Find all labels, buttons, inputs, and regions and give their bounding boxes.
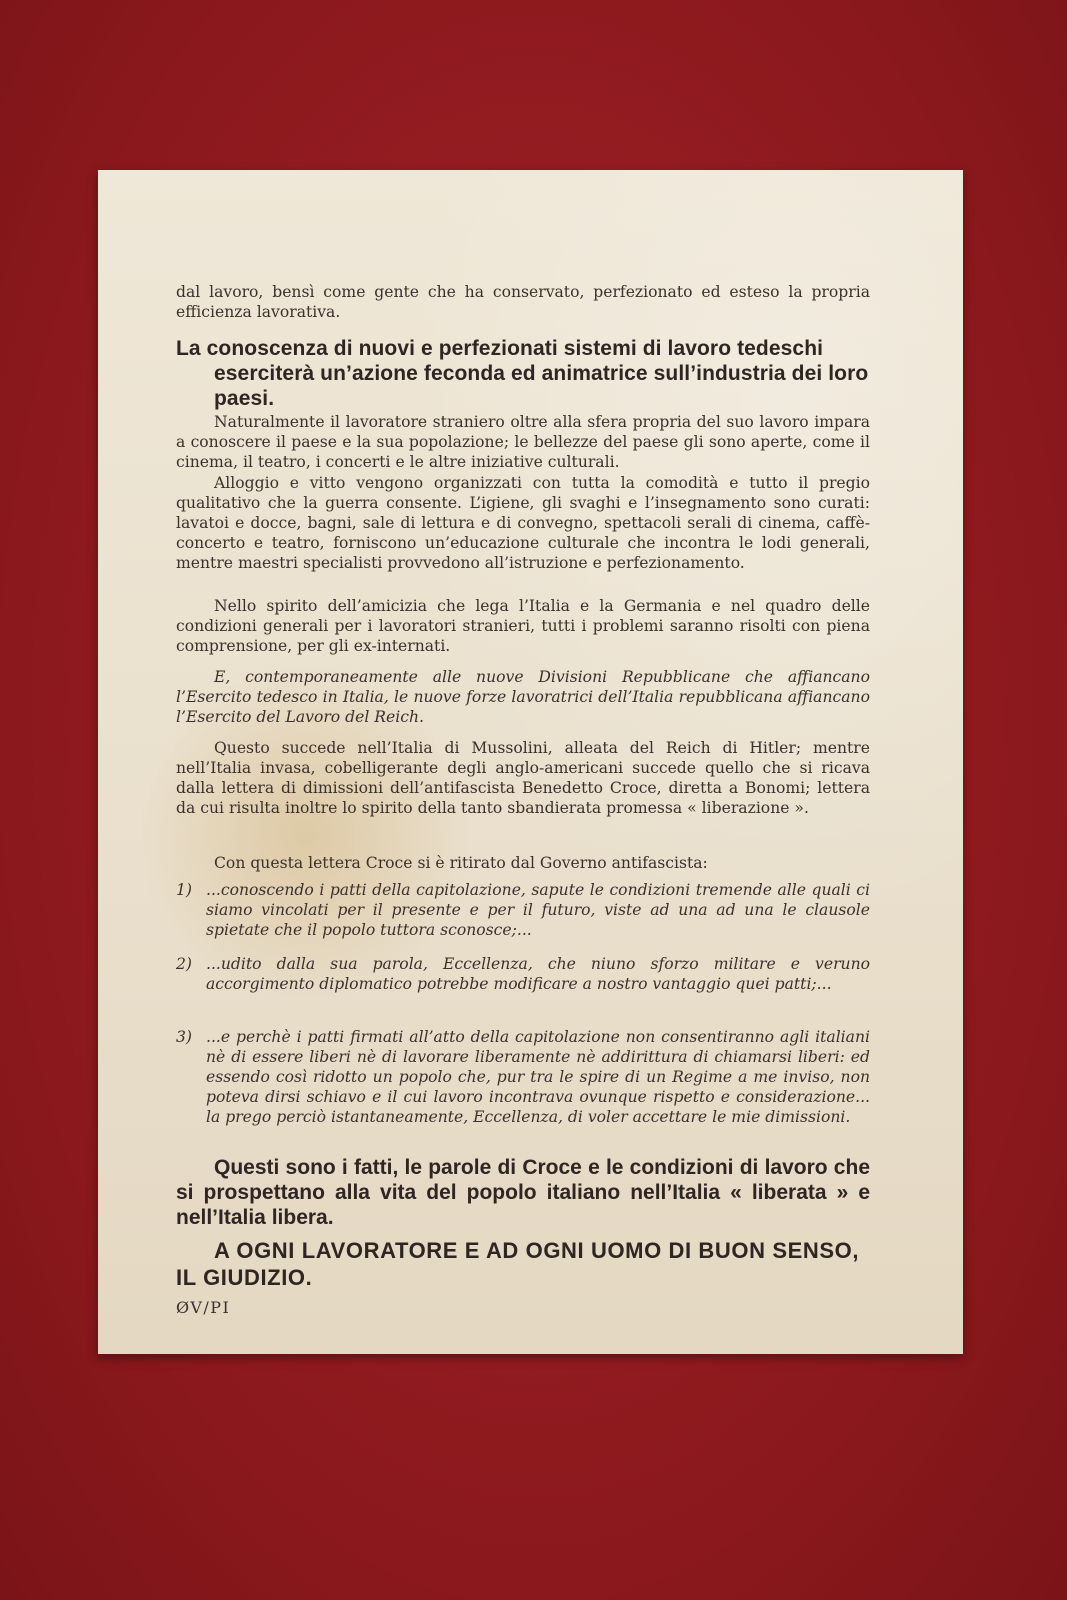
paragraph-2: Alloggio e vitto vengono organizzati con tutta la comodità e tutto il pregio qualitativo che la guerra consente. L’igiene, gli svaghi e l’insegnamento sono curati: lavatoi e docce, bagni, sale di lettura e di convegno, spettacoli serali di cinema, caffè-concerto e teatro, forniscono un’educazione culturale che incontra le lodi generali, mentre maestri specialisti provvedono all’istruzione e perfezionamento. xyxy=(176,474,870,572)
paragraph-5: Con questa lettera Croce si è ritirato dal Governo antifascista: xyxy=(214,854,708,872)
leaflet-page xyxy=(98,170,963,1354)
headline-3: A OGNI LAVORATORE E AD OGNI UOMO DI BUON SENSO, IL GIUDIZIO. xyxy=(176,1238,860,1290)
intro-paragraph: dal lavoro, bensì come gente che ha conservato, perfezionato ed esteso la propria efficienza lavorativa. xyxy=(176,283,870,321)
headline-2: Questi sono i fatti, le parole di Croce e le condizioni di lavoro che si prospettano alla vita del popolo italiano nell’Italia « liberata » e nell’Italia libera. xyxy=(176,1156,870,1229)
quote-text: ...conoscendo i patti della capitolazione, sapute le condizioni tremende alle quali ci siamo vincolati per il presente e per il futuro, viste ad una ad una le clausole spietate che il popolo tuttora sconosce;... xyxy=(206,881,870,939)
headline-1-rest: eserciterà un’azione feconda ed animatrice sull’industria dei loro paesi. xyxy=(214,362,869,410)
quote-number: 2) xyxy=(176,955,193,973)
quote-text: ...e perchè i patti firmati all’atto della capitolazione non consentiranno agli italiani nè di essere liberi nè di lavorare liberamente nè addirittura di chiamarsi liberi: ed essendo così ridotto un popolo che, pur tra le spire di un Regime a me inviso, non poteva dirsi schiavo e il cui lavoro incontrava ovunque rispetto e considerazione... la prego perciò istantaneamente, Eccellenza, di voler accettare le mie dimissioni. xyxy=(206,1028,870,1126)
quote-number: 3) xyxy=(176,1028,193,1046)
headline-1 xyxy=(176,336,870,411)
quote-item-3 xyxy=(176,1027,870,1127)
quote-number: 1) xyxy=(176,881,193,899)
italic-paragraph: E, contemporaneamente alle nuove Divisioni Repubblicane che affiancano l’Esercito tedesco in Italia, le nuove forze lavoratrici dell’Italia repubblicana affiancano l’Esercito del Lavoro del Reich. xyxy=(176,668,870,726)
quote-item-1 xyxy=(176,880,870,940)
paragraph-3: Nello spirito dell’amicizia che lega l’Italia e la Germania e nel quadro delle condizioni generali per i lavoratori stranieri, tutti i problemi saranno risolti con piena comprensione, per gli ex-internati. xyxy=(176,597,870,655)
signature: ØV/PI xyxy=(176,1298,231,1317)
paragraph-1: Naturalmente il lavoratore straniero oltre alla sfera propria del suo lavoro impara a conoscere il paese e la sua popolazione; le bellezze del paese gli sono aperte, come il cinema, il teatro, i concerti e le altre iniziative culturali. xyxy=(176,413,870,471)
quote-item-2 xyxy=(176,954,870,994)
quote-text: ...udito dalla sua parola, Eccellenza, che niuno sforzo militare e veruno accorgimento diplomatico potrebbe modificare a nostro vantaggio quei patti;... xyxy=(206,955,870,993)
paragraph-4: Questo succede nell’Italia di Mussolini, alleata del Reich di Hitler; mentre nell’Italia invasa, cobelligerante degli anglo-americani succede quello che si ricava dalla lettera di dimissioni dell’antifascista Benedetto Croce, diretta a Bonomi; lettera da cui risulta inoltre lo spirito della tanto sbandierata promessa « liberazione ». xyxy=(176,739,870,817)
headline-1-line-1: La conoscenza di nuovi e perfezionati sistemi di lavoro tedeschi xyxy=(176,337,824,360)
